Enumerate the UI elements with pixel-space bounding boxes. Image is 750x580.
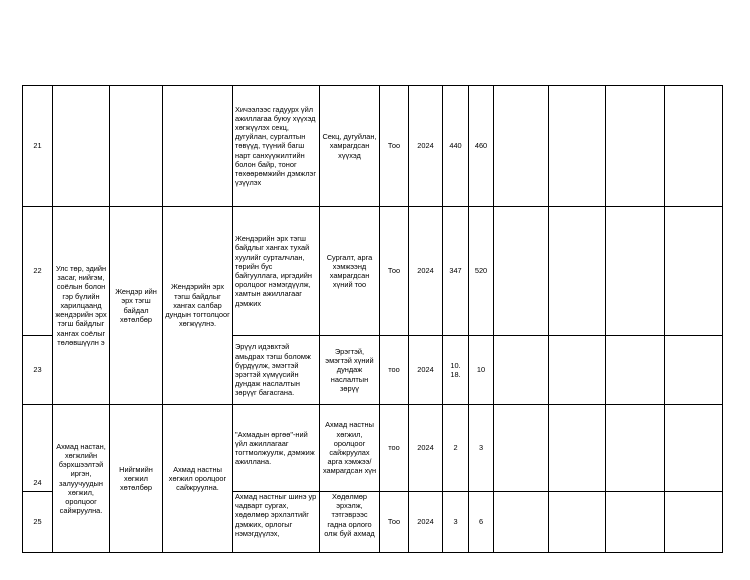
table-row-21	[23, 86, 723, 207]
year-cell: 2024	[409, 86, 443, 207]
row-number: 24	[23, 405, 53, 492]
year-cell: 2024	[409, 207, 443, 336]
indicator-cell: Хөдөлмөр эрхэлж, тэтгэврээс гадна орлого олж буй ахмад	[320, 492, 380, 553]
program-cell: Жендэр ийн эрх тэгш байдал хөтөлбөр	[110, 207, 163, 405]
row-number: 21	[23, 86, 53, 207]
unit-cell: Тоо	[380, 86, 409, 207]
activity-cell: Ахмад настныг шинэ ур чадварт сургах, хөдөлмөр эрхлэлтийг дэмжих, орлогыг нэмэгдүүлэх,	[233, 492, 320, 553]
goal-cell: Ахмад настан, хөгжлийн бэрхшээлтэй иргэн, залуучуудын хөгжил, оролцоог сайжруулна.	[53, 405, 110, 553]
target-value-cell: 10	[469, 336, 494, 405]
program-cell: Нийгмийн хөгжил хөтөлбөр	[110, 405, 163, 553]
goal-cell: Улс төр, эдийн засаг, нийгэм, соёлын болон гэр бүлийн харилцаанд жендэрийн эрх тэгш байдлыг хангах соёлыг төлөвшүүлн э	[53, 207, 110, 405]
year-cell: 2024	[409, 405, 443, 492]
target-value-cell: 520	[469, 207, 494, 336]
indicator-cell: Эрэгтэй, эмэгтэй хүний дундаж наслалтын зөрүү	[320, 336, 380, 405]
indicator-cell: Сургалт, арга хэмжээнд хамрагдсан хүний тоо	[320, 207, 380, 336]
unit-cell: тоо	[380, 405, 409, 492]
year-cell: 2024	[409, 492, 443, 553]
base-value-cell: 347	[443, 207, 469, 336]
base-value-cell: 10. 18.	[443, 336, 469, 405]
activity-cell: Эрүүл идэвхтэй амьдрах тэгш боломж бүрдүүлж, эмэгтэй эрэгтэй хүмүүсийн дундаж наслалтын зөрүүг багасгана.	[233, 336, 320, 405]
target-value-cell: 460	[469, 86, 494, 207]
unit-cell: Тоо	[380, 492, 409, 553]
objective-cell: Ахмад настны хөгжил оролцоог сайжруулна.	[163, 405, 233, 553]
target-value-cell: 6	[469, 492, 494, 553]
base-value-cell: 2	[443, 405, 469, 492]
indicator-cell: Ахмад настны хөгжил, оролцоог сайжруулах арга хэмжээ/ хамрагдсан хүн	[320, 405, 380, 492]
table-row-24	[23, 405, 723, 492]
table-row-22	[23, 207, 723, 336]
plan-table	[22, 85, 723, 553]
row-number: 25	[23, 492, 53, 553]
row-number: 22	[23, 207, 53, 336]
base-value-cell: 440	[443, 86, 469, 207]
unit-cell: Тоо	[380, 207, 409, 336]
activity-cell: Жендэрийн эрх тэгш байдлыг хангах тухай хуулийг сурталчлан, төрийн бус байгууллага, иргэдийн оролцоог нэмэгдүүлж, хамтын ажиллагааг дэмжих	[233, 207, 320, 336]
activity-cell: Хичээлээс гадуурх үйл ажиллагаа буюу хүүхэд хөгжүүлэх секц, дугуйлан, сургалтын төвүүд, түүний багш нарт санхүүжилтийн болон байр, тоног төхөөрөмжийн дэмжлэг үзүүлэх	[233, 86, 320, 207]
objective-cell: Жендэрийн эрх тэгш байдлыг хангах салбар дундын тогтолцоог хөгжүүлнэ.	[163, 207, 233, 405]
target-value-cell: 3	[469, 405, 494, 492]
year-cell: 2024	[409, 336, 443, 405]
row-number: 23	[23, 336, 53, 405]
base-value-cell: 3	[443, 492, 469, 553]
unit-cell: тоо	[380, 336, 409, 405]
activity-cell: "Ахмадын өргөө"-ний үйл ажиллагааг тогтмолжуулж, дэмжиж ажиллана.	[233, 405, 320, 492]
indicator-cell: Секц, дугуйлан, хамрагдсан хүүхэд	[320, 86, 380, 207]
